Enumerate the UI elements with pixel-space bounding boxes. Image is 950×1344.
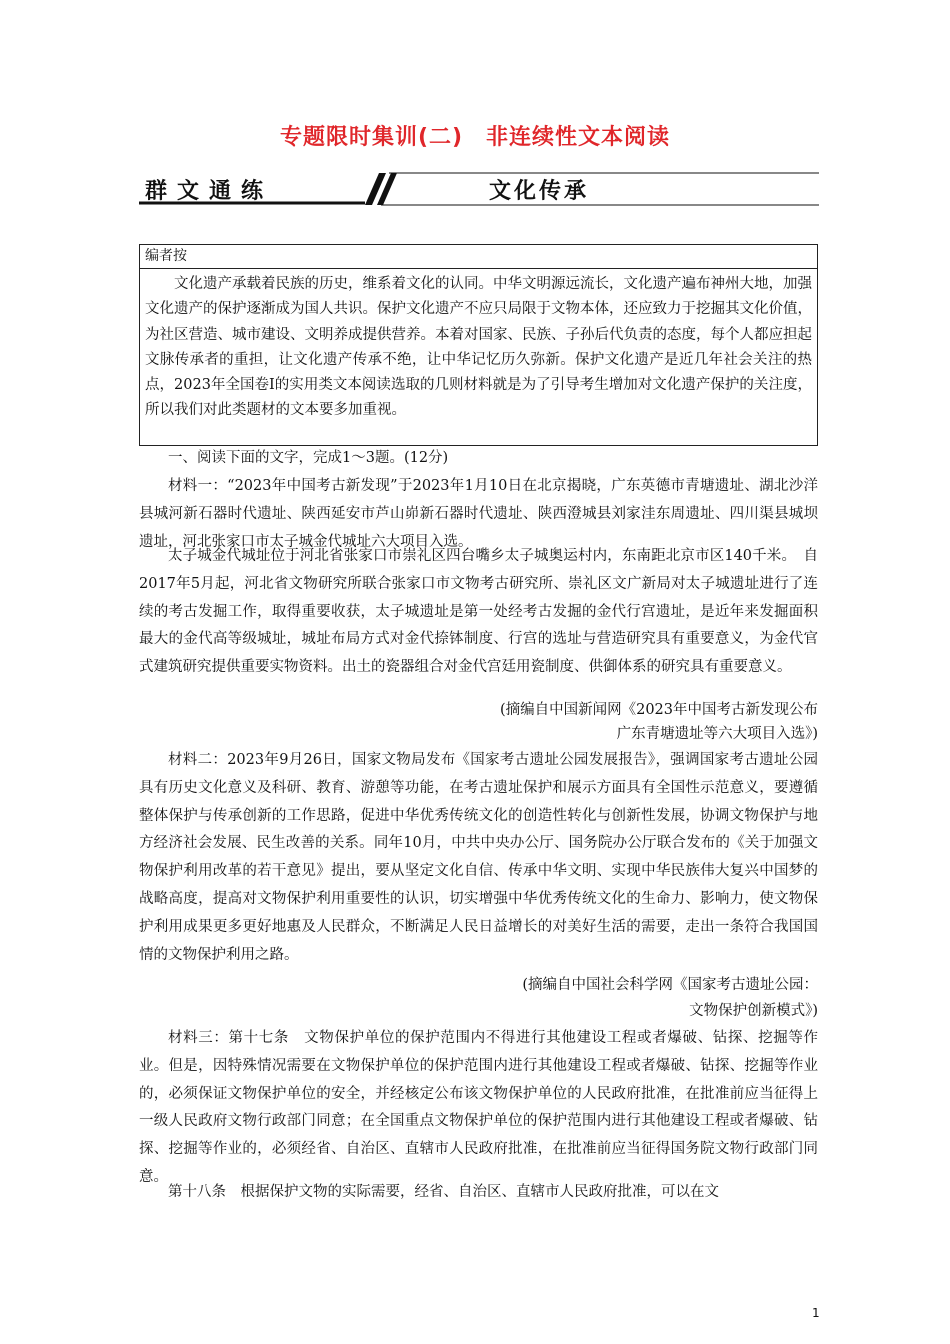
material-two-source-line-1: (摘编自中国社会科学网《国家考古遗址公园： [522,977,818,993]
material-one-paragraph-1: 材料一：“2023年中国考古新发现”于2023年1月10日在北京揭晓，广东英德市青塘遗址、湖北沙洋县城河新石器时代遗址、陕西延安市芦山峁新石器时代遗址、陕西澄城县刘家洼东周遗址、四川渠县城坝遗址，河北张家口市太子城金代城址六大项目入选。 [139,478,818,550]
material-two-paragraph: 材料二：2023年9月26日，国家文物局发布《国家考古遗址公园发展报告》，强调国家考古遗址公园具有历史文化意义及科研、教育、游憩等功能，在考古遗址保护和展示方面具有全国性示范意义，要遵循整体保护与传承创新的工作思路，促进中华优秀传统文化的创造性转化与创新性发展，协调文物保护与地方经济社会发展、民生改善的关系。同年10月，中共中央办公厅、国务院办公厅联合发布的《关于加强文物保护利用改革的若干意见》提出，要从坚定文化自信、传承中华文明、实现中华民族伟大复兴中国梦的战略高度，提高对文物保护利用重要性的认识，切实增强中华优秀传统文化的生命力、影响力，使文物保护利用成果更多更好地惠及人民群众，不断满足人民日益增长的对美好生活的需要，走出一条符合我国国情的文物保护利用之路。 [139,752,818,963]
question-instruction: 一、阅读下面的文字，完成1～3题。(12分) [168,450,449,466]
material-three-paragraph-2: 第十八条 根据保护文物的实际需要，经省、自治区、直辖市人民政府批准，可以在文 [168,1184,719,1200]
material-one-source-line-2: 广东青塘遗址等六大项目入选》) [616,726,818,742]
material-one-paragraph-2: 太子城金代城址位于河北省张家口市崇礼区四台嘴乡太子城奥运村内，东南距北京市区140千米。 自2017年5月起，河北省文物研究所联合张家口市文物考古研究所、崇礼区文广新局对太子城遗址进行了连续的考古发掘工作，取得重要收获，太子城遗址是第一处经考古发掘的金代行宫遗址，是近年来发掘面积最大的金代高等级城址，城址布局方式对金代捺钵制度、行宫的选址与营造研究具有重要意义，为金代官式建筑研究提供重要实物资料。出土的瓷器组合对金代宫廷用瓷制度、供御体系的研究具有重要意义。 [139,548,818,676]
editor-note-body: 文化遗产承载着民族的历史，维系着文化的认同。中华文明源远流长，文化遗产遍布神州大地，加强文化遗产的保护逐渐成为国人共识。保护文化遗产不应只局限于文物本体，还应致力于挖掘其文化价值，为社区营造、城市建设、文明养成提供营养。本着对国家、民族、子孙后代负责的态度，每个人都应担起文脉传承者的重担，让文化遗产传承不绝，让中华记忆历久弥新。保护文化遗产是近几年社会关注的热点，2023年全国卷Ⅰ的实用类文本阅读选取的几则材料就是为了引导考生增加对文化遗产保护的关注度，所以我们对此类题材的文本要多加重视。 [145,276,812,419]
banner-label-right: 文化传承 [489,179,590,204]
section-banner [139,172,819,208]
page-number: 1 [812,1306,820,1320]
page-title: 专题限时集训(二) 非连续性文本阅读 [279,125,671,150]
editor-note-heading: 编者按 [140,245,817,269]
banner-label-left: 群文通练 [145,179,274,204]
editor-note-box [139,244,818,446]
material-three-paragraph-1: 材料三：第十七条 文物保护单位的保护范围内不得进行其他建设工程或者爆破、钻探、挖掘等作业。但是，因特殊情况需要在文物保护单位的保护范围内进行其他建设工程或者爆破、钻探、挖掘等作业的，必须保证文物保护单位的安全，并经核定公布该文物保护单位的人民政府批准，在批准前应当征得上一级人民政府文物行政部门同意；在全国重点文物保护单位的保护范围内进行其他建设工程或者爆破、钻探、挖掘等作业的，必须经省、自治区、直辖市人民政府批准，在批准前应当征得国务院文物行政部门同意。 [139,1030,818,1185]
material-one-source-line-1: (摘编自中国新闻网《2023年中国考古新发现公布 [499,702,818,718]
material-two-source-line-2: 文物保护创新模式》) [689,1003,818,1019]
